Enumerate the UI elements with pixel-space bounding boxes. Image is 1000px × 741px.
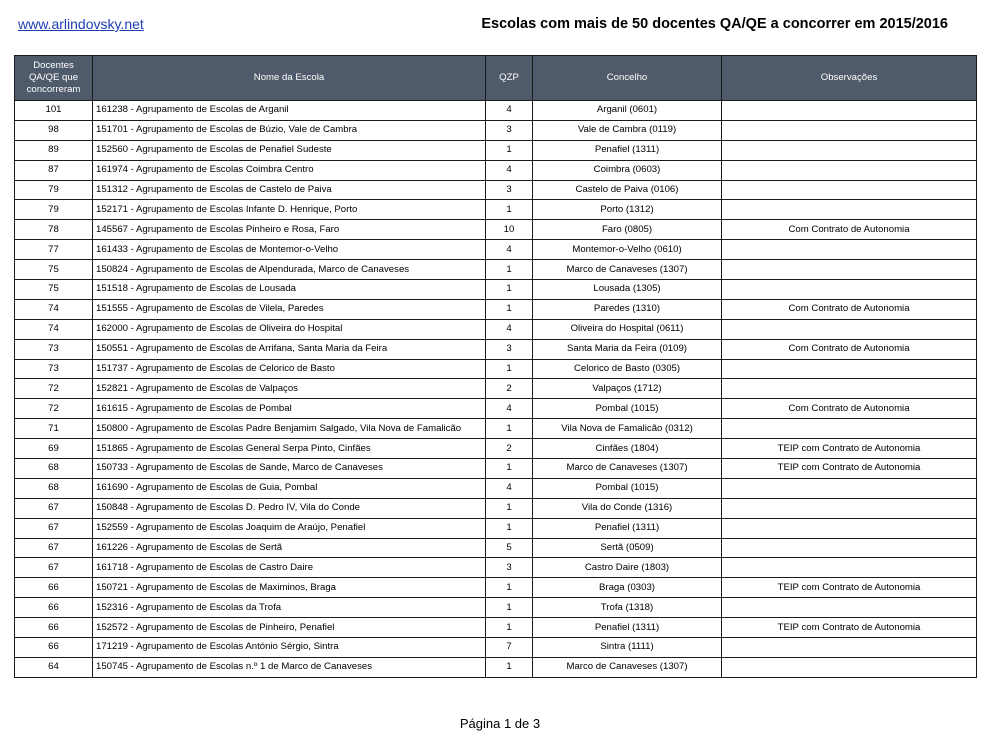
docentes-cell: 72: [15, 399, 93, 419]
concelho-cell: Marco de Canaveses (1307): [533, 459, 722, 479]
school-name-cell: 152572 - Agrupamento de Escolas de Pinheiro, Penafiel: [93, 618, 486, 638]
concelho-cell: Castelo de Paiva (0106): [533, 180, 722, 200]
school-name-cell: 161226 - Agrupamento de Escolas de Sertã: [93, 538, 486, 558]
header-row: [15, 56, 977, 101]
docentes-cell: 66: [15, 638, 93, 658]
concelho-cell: Porto (1312): [533, 200, 722, 220]
concelho-cell: Braga (0303): [533, 578, 722, 598]
docentes-cell: 66: [15, 618, 93, 638]
school-name-cell: 162000 - Agrupamento de Escolas de Oliveira do Hospital: [93, 319, 486, 339]
table-row: [15, 220, 977, 240]
observacoes-cell: TEIP com Contrato de Autonomia: [722, 618, 977, 638]
table-row: [15, 558, 977, 578]
docentes-cell: 79: [15, 180, 93, 200]
observacoes-cell: [722, 101, 977, 121]
school-name-cell: 151701 - Agrupamento de Escolas de Búzio, Vale de Cambra: [93, 120, 486, 140]
docentes-cell: 71: [15, 419, 93, 439]
column-header-qzp: QZP: [486, 56, 533, 101]
qzp-cell: 1: [486, 359, 533, 379]
observacoes-cell: [722, 638, 977, 658]
concelho-cell: Sintra (1111): [533, 638, 722, 658]
qzp-cell: 1: [486, 518, 533, 538]
document-title: Escolas com mais de 50 docentes QA/QE a concorrer em 2015/2016: [481, 16, 948, 32]
qzp-cell: 1: [486, 280, 533, 300]
concelho-cell: Pombal (1015): [533, 399, 722, 419]
concelho-cell: Vale de Cambra (0119): [533, 120, 722, 140]
concelho-cell: Castro Daire (1803): [533, 558, 722, 578]
qzp-cell: 3: [486, 180, 533, 200]
concelho-cell: Trofa (1318): [533, 598, 722, 618]
docentes-cell: 64: [15, 657, 93, 677]
school-name-cell: 151737 - Agrupamento de Escolas de Celorico de Basto: [93, 359, 486, 379]
observacoes-cell: [722, 538, 977, 558]
table-row: [15, 538, 977, 558]
column-header-observacoes: Observações: [722, 56, 977, 101]
concelho-cell: Marco de Canaveses (1307): [533, 260, 722, 280]
docentes-cell: 73: [15, 339, 93, 359]
table-row: [15, 120, 977, 140]
concelho-cell: Arganil (0601): [533, 101, 722, 121]
table-row: [15, 359, 977, 379]
qzp-cell: 3: [486, 558, 533, 578]
observacoes-cell: [722, 478, 977, 498]
school-name-cell: 151312 - Agrupamento de Escolas de Castelo de Paiva: [93, 180, 486, 200]
observacoes-cell: Com Contrato de Autonomia: [722, 299, 977, 319]
docentes-cell: 79: [15, 200, 93, 220]
observacoes-cell: [722, 657, 977, 677]
observacoes-cell: [722, 280, 977, 300]
observacoes-cell: Com Contrato de Autonomia: [722, 399, 977, 419]
docentes-cell: 68: [15, 459, 93, 479]
qzp-cell: 4: [486, 240, 533, 260]
column-header-docentes: Docentes QA/QE que concorreram: [15, 56, 93, 101]
docentes-cell: 67: [15, 538, 93, 558]
qzp-cell: 1: [486, 200, 533, 220]
qzp-cell: 1: [486, 657, 533, 677]
school-name-cell: 161238 - Agrupamento de Escolas de Arganil: [93, 101, 486, 121]
docentes-cell: 74: [15, 299, 93, 319]
qzp-cell: 2: [486, 439, 533, 459]
qzp-cell: 1: [486, 459, 533, 479]
qzp-cell: 3: [486, 120, 533, 140]
school-name-cell: 151865 - Agrupamento de Escolas General Serpa Pinto, Cinfães: [93, 439, 486, 459]
school-name-cell: 150551 - Agrupamento de Escolas de Arrifana, Santa Maria da Feira: [93, 339, 486, 359]
school-name-cell: 152316 - Agrupamento de Escolas da Trofa: [93, 598, 486, 618]
school-name-cell: 151555 - Agrupamento de Escolas de Vilela, Paredes: [93, 299, 486, 319]
concelho-cell: Marco de Canaveses (1307): [533, 657, 722, 677]
table-row: [15, 140, 977, 160]
docentes-cell: 67: [15, 518, 93, 538]
column-header-concelho: Concelho: [533, 56, 722, 101]
observacoes-cell: TEIP com Contrato de Autonomia: [722, 578, 977, 598]
table-row: [15, 459, 977, 479]
qzp-cell: 1: [486, 260, 533, 280]
docentes-cell: 69: [15, 439, 93, 459]
school-name-cell: 161615 - Agrupamento de Escolas de Pombal: [93, 399, 486, 419]
site-link[interactable]: www.arlindovsky.net: [18, 16, 144, 32]
qzp-cell: 4: [486, 399, 533, 419]
qzp-cell: 4: [486, 319, 533, 339]
qzp-cell: 1: [486, 140, 533, 160]
qzp-cell: 3: [486, 339, 533, 359]
qzp-cell: 2: [486, 379, 533, 399]
table-row: [15, 399, 977, 419]
observacoes-cell: [722, 240, 977, 260]
observacoes-cell: Com Contrato de Autonomia: [722, 339, 977, 359]
school-name-cell: 150721 - Agrupamento de Escolas de Maximinos, Braga: [93, 578, 486, 598]
docentes-cell: 67: [15, 558, 93, 578]
qzp-cell: 1: [486, 419, 533, 439]
docentes-cell: 72: [15, 379, 93, 399]
table-row: [15, 518, 977, 538]
school-name-cell: 152560 - Agrupamento de Escolas de Penafiel Sudeste: [93, 140, 486, 160]
concelho-cell: Valpaços (1712): [533, 379, 722, 399]
table-row: [15, 319, 977, 339]
docentes-cell: 73: [15, 359, 93, 379]
observacoes-cell: [722, 518, 977, 538]
table-row: [15, 498, 977, 518]
observacoes-cell: [722, 379, 977, 399]
table-row: [15, 657, 977, 677]
docentes-cell: 66: [15, 578, 93, 598]
schools-table: [14, 55, 977, 678]
school-name-cell: 145567 - Agrupamento de Escolas Pinheiro e Rosa, Faro: [93, 220, 486, 240]
concelho-cell: Penafiel (1311): [533, 618, 722, 638]
school-name-cell: 171219 - Agrupamento de Escolas António Sérgio, Sintra: [93, 638, 486, 658]
concelho-cell: Santa Maria da Feira (0109): [533, 339, 722, 359]
school-name-cell: 152821 - Agrupamento de Escolas de Valpaços: [93, 379, 486, 399]
observacoes-cell: [722, 200, 977, 220]
school-name-cell: 150824 - Agrupamento de Escolas de Alpendurada, Marco de Canaveses: [93, 260, 486, 280]
concelho-cell: Penafiel (1311): [533, 140, 722, 160]
qzp-cell: 1: [486, 299, 533, 319]
docentes-cell: 75: [15, 280, 93, 300]
observacoes-cell: [722, 140, 977, 160]
concelho-cell: Penafiel (1311): [533, 518, 722, 538]
concelho-cell: Faro (0805): [533, 220, 722, 240]
docentes-cell: 89: [15, 140, 93, 160]
concelho-cell: Celorico de Basto (0305): [533, 359, 722, 379]
concelho-cell: Lousada (1305): [533, 280, 722, 300]
qzp-cell: 7: [486, 638, 533, 658]
docentes-cell: 101: [15, 101, 93, 121]
docentes-cell: 68: [15, 478, 93, 498]
school-name-cell: 150800 - Agrupamento de Escolas Padre Benjamim Salgado, Vila Nova de Famalicão: [93, 419, 486, 439]
observacoes-cell: [722, 359, 977, 379]
observacoes-cell: [722, 598, 977, 618]
table-row: [15, 618, 977, 638]
docentes-cell: 78: [15, 220, 93, 240]
school-name-cell: 150733 - Agrupamento de Escolas de Sande, Marco de Canaveses: [93, 459, 486, 479]
observacoes-cell: [722, 160, 977, 180]
concelho-cell: Oliveira do Hospital (0611): [533, 319, 722, 339]
school-name-cell: 161690 - Agrupamento de Escolas de Guia, Pombal: [93, 478, 486, 498]
school-name-cell: 161974 - Agrupamento de Escolas Coimbra Centro: [93, 160, 486, 180]
school-name-cell: 152171 - Agrupamento de Escolas Infante D. Henrique, Porto: [93, 200, 486, 220]
observacoes-cell: [722, 120, 977, 140]
table-row: [15, 339, 977, 359]
table-row: [15, 578, 977, 598]
qzp-cell: 5: [486, 538, 533, 558]
table-row: [15, 101, 977, 121]
school-name-cell: 152559 - Agrupamento de Escolas Joaquim de Araújo, Penafiel: [93, 518, 486, 538]
table-row: [15, 180, 977, 200]
table-row: [15, 299, 977, 319]
qzp-cell: 4: [486, 160, 533, 180]
table-row: [15, 160, 977, 180]
observacoes-cell: Com Contrato de Autonomia: [722, 220, 977, 240]
docentes-cell: 75: [15, 260, 93, 280]
docentes-cell: 74: [15, 319, 93, 339]
qzp-cell: 1: [486, 618, 533, 638]
school-name-cell: 151518 - Agrupamento de Escolas de Lousada: [93, 280, 486, 300]
observacoes-cell: [722, 419, 977, 439]
qzp-cell: 1: [486, 578, 533, 598]
observacoes-cell: TEIP com Contrato de Autonomia: [722, 459, 977, 479]
table-row: [15, 638, 977, 658]
qzp-cell: 4: [486, 478, 533, 498]
observacoes-cell: [722, 558, 977, 578]
observacoes-cell: [722, 260, 977, 280]
table-body: [15, 101, 977, 678]
concelho-cell: Sertã (0509): [533, 538, 722, 558]
concelho-cell: Coimbra (0603): [533, 160, 722, 180]
school-name-cell: 161433 - Agrupamento de Escolas de Montemor-o-Velho: [93, 240, 486, 260]
table-row: [15, 379, 977, 399]
concelho-cell: Paredes (1310): [533, 299, 722, 319]
table-row: [15, 478, 977, 498]
docentes-cell: 98: [15, 120, 93, 140]
table-row: [15, 598, 977, 618]
qzp-cell: 1: [486, 598, 533, 618]
concelho-cell: Montemor-o-Velho (0610): [533, 240, 722, 260]
table-row: [15, 439, 977, 459]
docentes-cell: 87: [15, 160, 93, 180]
table-row: [15, 419, 977, 439]
qzp-cell: 10: [486, 220, 533, 240]
observacoes-cell: [722, 319, 977, 339]
qzp-cell: 1: [486, 498, 533, 518]
table-row: [15, 200, 977, 220]
observacoes-cell: TEIP com Contrato de Autonomia: [722, 439, 977, 459]
table-row: [15, 260, 977, 280]
observacoes-cell: [722, 498, 977, 518]
concelho-cell: Pombal (1015): [533, 478, 722, 498]
column-header-nome-da-escola: Nome da Escola: [93, 56, 486, 101]
table-row: [15, 280, 977, 300]
page-number: Página 1 de 3: [459, 716, 541, 731]
qzp-cell: 4: [486, 101, 533, 121]
docentes-cell: 66: [15, 598, 93, 618]
table-row: [15, 240, 977, 260]
concelho-cell: Vila do Conde (1316): [533, 498, 722, 518]
docentes-cell: 67: [15, 498, 93, 518]
concelho-cell: Cinfães (1804): [533, 439, 722, 459]
table-header: [15, 56, 977, 101]
docentes-cell: 77: [15, 240, 93, 260]
concelho-cell: Vila Nova de Famalicão (0312): [533, 419, 722, 439]
observacoes-cell: [722, 180, 977, 200]
school-name-cell: 150848 - Agrupamento de Escolas D. Pedro IV, Vila do Conde: [93, 498, 486, 518]
school-name-cell: 150745 - Agrupamento de Escolas n.º 1 de Marco de Canaveses: [93, 657, 486, 677]
school-name-cell: 161718 - Agrupamento de Escolas de Castro Daire: [93, 558, 486, 578]
